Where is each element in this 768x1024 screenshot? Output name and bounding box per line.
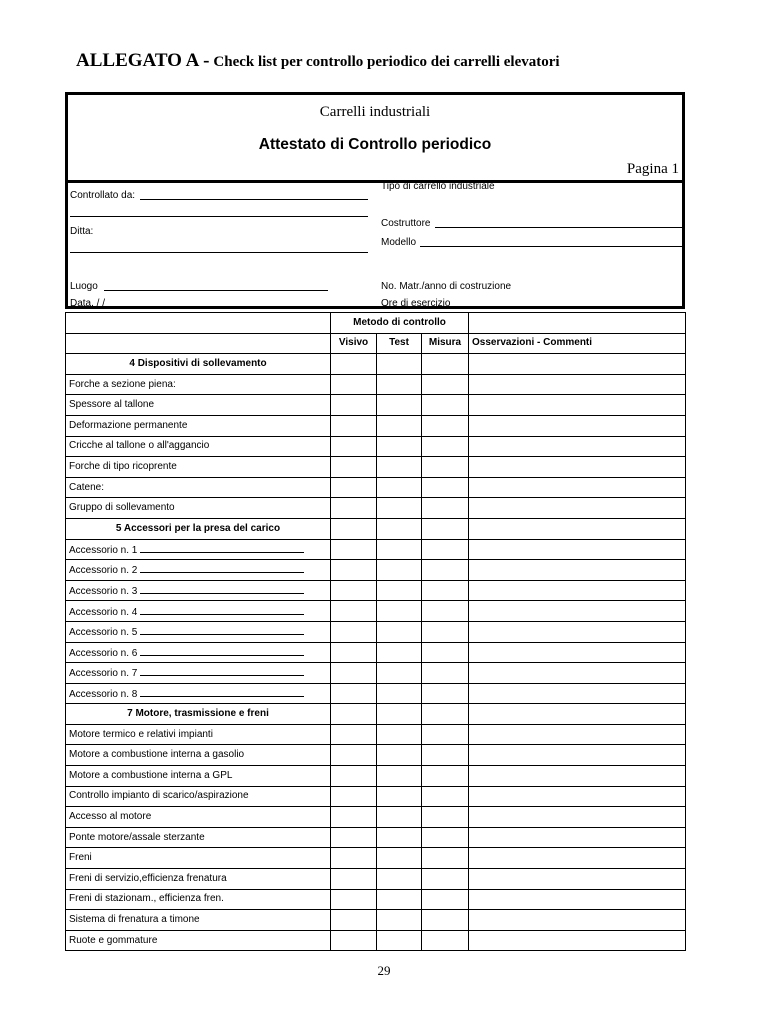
check-cell[interactable] (377, 415, 422, 436)
comment-cell[interactable] (469, 910, 686, 931)
check-cell[interactable] (377, 683, 422, 704)
comment-cell[interactable] (469, 889, 686, 910)
check-cell[interactable] (422, 663, 469, 684)
column-osservazioni: Osservazioni - Commenti (469, 333, 686, 354)
check-cell[interactable] (331, 642, 377, 663)
title-main: ALLEGATO A - (76, 50, 210, 71)
table-row (66, 745, 686, 766)
check-cell[interactable] (331, 848, 377, 869)
comment-cell[interactable] (469, 580, 686, 601)
check-cell[interactable] (422, 807, 469, 828)
check-cell[interactable] (422, 539, 469, 560)
check-cell[interactable] (331, 930, 377, 951)
accessory-label: Accessorio n. 4 (69, 606, 138, 618)
table-row (66, 869, 686, 890)
check-cell[interactable] (377, 457, 422, 478)
ditta-label: Ditta: (70, 226, 94, 237)
comment-cell[interactable] (469, 601, 686, 622)
check-cell[interactable] (422, 580, 469, 601)
check-cell[interactable] (331, 724, 377, 745)
check-cell[interactable] (377, 642, 422, 663)
document-title (76, 50, 560, 72)
accessory-label: Accessorio n. 1 (69, 544, 138, 556)
table-row (66, 395, 686, 416)
check-cell[interactable] (331, 498, 377, 519)
table-row (66, 807, 686, 828)
table-row (66, 642, 686, 663)
comment-cell[interactable] (469, 560, 686, 581)
check-cell[interactable] (377, 621, 422, 642)
section-cell (469, 354, 686, 375)
comment-cell[interactable] (469, 642, 686, 663)
controllato-field-extra[interactable] (70, 216, 368, 217)
check-cell[interactable] (422, 827, 469, 848)
check-cell[interactable] (422, 786, 469, 807)
section-cell (377, 354, 422, 375)
row-label: Forche di tipo ricoprente (66, 457, 331, 478)
table-row (66, 498, 686, 519)
table-row (66, 415, 686, 436)
check-cell[interactable] (331, 766, 377, 787)
check-cell[interactable] (422, 848, 469, 869)
accessory-field[interactable] (140, 605, 304, 615)
table-row (66, 601, 686, 622)
row-label (66, 663, 331, 684)
comment-cell[interactable] (469, 766, 686, 787)
row-label: Sistema di frenatura a timone (66, 910, 331, 931)
check-cell[interactable] (377, 395, 422, 416)
check-cell[interactable] (422, 374, 469, 395)
costruttore-label: Costruttore (381, 218, 431, 229)
table-row (66, 786, 686, 807)
accessory-label: Accessorio n. 5 (69, 627, 138, 639)
check-cell[interactable] (377, 745, 422, 766)
ore-label: Ore di esercizio (381, 298, 451, 309)
title-sub: Check list per controllo periodico dei carrelli elevatori (213, 54, 560, 70)
accessory-field[interactable] (140, 625, 304, 635)
comment-cell[interactable] (469, 457, 686, 478)
comment-cell[interactable] (469, 786, 686, 807)
check-cell[interactable] (331, 786, 377, 807)
check-cell[interactable] (422, 745, 469, 766)
check-cell[interactable] (331, 827, 377, 848)
check-cell[interactable] (422, 601, 469, 622)
luogo-label: Luogo (70, 281, 98, 292)
section-cell (469, 704, 686, 725)
check-cell[interactable] (331, 663, 377, 684)
comment-cell[interactable] (469, 848, 686, 869)
comment-cell[interactable] (469, 663, 686, 684)
check-cell[interactable] (377, 930, 422, 951)
check-cell[interactable] (331, 477, 377, 498)
accessory-label: Accessorio n. 6 (69, 647, 138, 659)
row-label: Freni di servizio,efficienza frenatura (66, 869, 331, 890)
check-cell[interactable] (377, 498, 422, 519)
row-label (66, 621, 331, 642)
check-cell[interactable] (331, 745, 377, 766)
row-label: Spessore al tallone (66, 395, 331, 416)
check-cell[interactable] (331, 395, 377, 416)
certificate-title: Attestato di Controllo periodico (258, 136, 492, 153)
section-cell (331, 354, 377, 375)
check-cell[interactable] (377, 910, 422, 931)
comment-cell[interactable] (469, 745, 686, 766)
row-label: Motore termico e relativi impianti (66, 724, 331, 745)
check-cell[interactable] (331, 869, 377, 890)
table-row (66, 457, 686, 478)
check-cell[interactable] (331, 889, 377, 910)
column-blank (66, 333, 331, 354)
section-cell (331, 518, 377, 539)
check-cell[interactable] (377, 477, 422, 498)
table-row (66, 930, 686, 951)
check-cell[interactable] (331, 539, 377, 560)
check-cell[interactable] (331, 436, 377, 457)
section-cell (469, 518, 686, 539)
row-label: Controllo impianto di scarico/aspirazione (66, 786, 331, 807)
row-label: Gruppo di sollevamento (66, 498, 331, 519)
accessory-field[interactable] (140, 563, 304, 573)
page-number: 29 (377, 963, 391, 978)
header-blank (66, 313, 331, 334)
accessory-field[interactable] (140, 584, 304, 594)
check-cell[interactable] (331, 910, 377, 931)
comment-cell[interactable] (469, 436, 686, 457)
comment-cell[interactable] (469, 539, 686, 560)
column-test: Test (377, 333, 422, 354)
comment-cell[interactable] (469, 374, 686, 395)
check-cell[interactable] (422, 436, 469, 457)
accessory-label: Accessorio n. 8 (69, 688, 138, 700)
tipo-label: Tipo di carrello industriale (381, 181, 495, 192)
accessory-field[interactable] (140, 666, 304, 676)
comment-cell[interactable] (469, 724, 686, 745)
table-row (66, 436, 686, 457)
accessory-field[interactable] (140, 543, 304, 553)
comment-cell[interactable] (469, 395, 686, 416)
check-cell[interactable] (422, 477, 469, 498)
check-cell[interactable] (422, 560, 469, 581)
check-cell[interactable] (377, 663, 422, 684)
check-cell[interactable] (422, 457, 469, 478)
check-cell[interactable] (377, 848, 422, 869)
row-label: Ruote e gommature (66, 930, 331, 951)
check-cell[interactable] (422, 910, 469, 931)
table-row (66, 560, 686, 581)
check-cell[interactable] (422, 724, 469, 745)
check-cell[interactable] (377, 724, 422, 745)
check-cell[interactable] (422, 869, 469, 890)
table-row (66, 910, 686, 931)
check-cell[interactable] (377, 786, 422, 807)
check-cell[interactable] (422, 930, 469, 951)
table-row (66, 848, 686, 869)
comment-cell[interactable] (469, 869, 686, 890)
table-row (66, 374, 686, 395)
row-label (66, 560, 331, 581)
section-header (66, 704, 686, 725)
section-cell (377, 704, 422, 725)
modello-field[interactable] (420, 246, 683, 247)
row-label (66, 601, 331, 622)
company-label: Carrelli industriali (319, 104, 431, 120)
accessory-label: Accessorio n. 7 (69, 668, 138, 680)
row-label: Accesso al motore (66, 807, 331, 828)
section-title: 7 Motore, trasmissione e freni (66, 704, 331, 725)
controllato-field[interactable] (140, 199, 368, 200)
check-cell[interactable] (377, 766, 422, 787)
accessory-field[interactable] (140, 646, 304, 656)
check-cell[interactable] (331, 621, 377, 642)
row-label: Catene: (66, 477, 331, 498)
section-cell (422, 704, 469, 725)
table-row (66, 539, 686, 560)
check-cell[interactable] (331, 807, 377, 828)
check-cell[interactable] (331, 374, 377, 395)
costruttore-field[interactable] (435, 227, 683, 228)
checklist-table (65, 312, 686, 951)
table-row (66, 477, 686, 498)
row-label (66, 642, 331, 663)
section-cell (422, 518, 469, 539)
metodo-header: Metodo di controllo (331, 313, 469, 334)
check-cell[interactable] (331, 601, 377, 622)
comment-cell[interactable] (469, 621, 686, 642)
check-cell[interactable] (377, 374, 422, 395)
check-cell[interactable] (331, 580, 377, 601)
table-row (66, 724, 686, 745)
section-cell (331, 704, 377, 725)
section-cell (422, 354, 469, 375)
section-title: 5 Accessori per la presa del carico (66, 518, 331, 539)
row-label (66, 683, 331, 704)
data-label: Data, / / (70, 298, 106, 309)
check-cell[interactable] (422, 395, 469, 416)
comment-cell[interactable] (469, 807, 686, 828)
controllato-label: Controllato da: (70, 190, 136, 201)
row-label: Freni (66, 848, 331, 869)
row-label: Motore a combustione interna a gasolio (66, 745, 331, 766)
comment-cell[interactable] (469, 930, 686, 951)
accessory-label: Accessorio n. 2 (69, 565, 138, 577)
check-cell[interactable] (377, 539, 422, 560)
check-cell[interactable] (422, 642, 469, 663)
matricola-label: No. Matr./anno di costruzione (381, 281, 512, 292)
comment-cell[interactable] (469, 683, 686, 704)
check-cell[interactable] (331, 683, 377, 704)
comment-cell[interactable] (469, 498, 686, 519)
table-row (66, 663, 686, 684)
table-row (66, 683, 686, 704)
row-label: Cricche al tallone o all'aggancio (66, 436, 331, 457)
check-cell[interactable] (422, 683, 469, 704)
header-blank-2 (469, 313, 686, 334)
table-row (66, 621, 686, 642)
check-cell[interactable] (422, 621, 469, 642)
check-cell[interactable] (422, 889, 469, 910)
section-cell (377, 518, 422, 539)
table-row (66, 889, 686, 910)
check-cell[interactable] (331, 415, 377, 436)
check-cell[interactable] (422, 766, 469, 787)
section-header (66, 354, 686, 375)
row-label: Forche a sezione piena: (66, 374, 331, 395)
check-cell[interactable] (377, 436, 422, 457)
ditta-field[interactable] (70, 252, 368, 253)
row-label (66, 539, 331, 560)
table-row (66, 580, 686, 601)
table-row (66, 766, 686, 787)
check-cell[interactable] (331, 457, 377, 478)
comment-cell[interactable] (469, 827, 686, 848)
check-cell[interactable] (377, 807, 422, 828)
check-cell[interactable] (377, 827, 422, 848)
section-title: 4 Dispositivi di sollevamento (66, 354, 331, 375)
check-cell[interactable] (331, 560, 377, 581)
row-label: Deformazione permanente (66, 415, 331, 436)
column-misura: Misura (422, 333, 469, 354)
row-label: Motore a combustione interna a GPL (66, 766, 331, 787)
table-header-row (66, 313, 686, 334)
column-visivo: Visivo (331, 333, 377, 354)
check-cell[interactable] (377, 580, 422, 601)
certificate-header (65, 92, 685, 309)
luogo-field[interactable] (104, 290, 328, 291)
row-label: Freni di stazionam., efficienza fren. (66, 889, 331, 910)
table-column-row (66, 333, 686, 354)
comment-cell[interactable] (469, 415, 686, 436)
modello-label: Modello (381, 237, 417, 248)
row-label: Ponte motore/assale sterzante (66, 827, 331, 848)
check-cell[interactable] (377, 869, 422, 890)
accessory-label: Accessorio n. 3 (69, 586, 138, 598)
check-cell[interactable] (377, 560, 422, 581)
page-label: Pagina 1 (626, 161, 679, 177)
check-cell[interactable] (377, 601, 422, 622)
accessory-field[interactable] (140, 687, 304, 697)
check-cell[interactable] (422, 498, 469, 519)
check-cell[interactable] (377, 889, 422, 910)
row-label (66, 580, 331, 601)
check-cell[interactable] (422, 415, 469, 436)
header-title-area (68, 95, 682, 183)
section-header (66, 518, 686, 539)
comment-cell[interactable] (469, 477, 686, 498)
table-row (66, 827, 686, 848)
